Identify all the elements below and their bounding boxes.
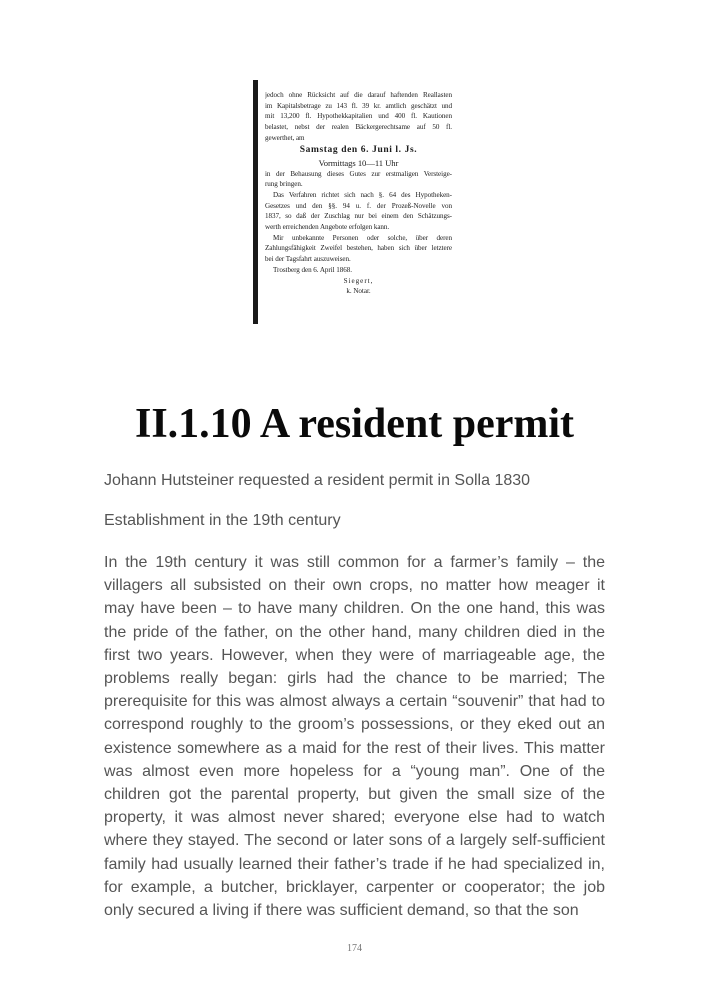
clipping-line: Zahlungsfähigkeit Zweifel bestehen, haben sich über letztere: [265, 244, 452, 253]
clipping-line: Mir unbekannte Personen oder solche, über deren: [273, 233, 452, 242]
clipping-line: im Kapitalsbetrage zu 143 fl. 39 kr. amtlich geschätzt und: [265, 101, 452, 110]
clipping-line: werth erreichenden Angebote erfolgen kann.: [265, 223, 390, 232]
clipping-line: rung bringen.: [265, 180, 303, 189]
body-paragraph: In the 19th century it was still common for a farmer’s family – the villagers all subsisted on their own crops, no matter how meager it may have been – to have many children. On the one hand, this was the pride of the father, on the other hand, many children died in the first two years. However, when they were of marriageable age, the problems really began: girls had the chance to be married; The prerequisite for this was almost always a certain “souvenir” that had to correspond roughly to the groom’s possessions, or they eked out an existence somewhere as a maid for the rest of their lives. This matter was almost even more hopeless for a “young man”. One of the children got the parental property, but given the small size of the property, it was almost never shared; everyone else had to watch where they stayed. The second or later sons of a largely self-sufficient family had usually learned their father’s trade if he had specialized in, for example, a butcher, bricklayer, carpenter or cooperator; the job only secured a living if there was sufficient demand, so that the son: [104, 554, 605, 920]
newspaper-clipping-image: [253, 80, 456, 324]
clipping-line: 1837, so daß der Zuschlag nur bei einem den Schätzungs-: [265, 212, 452, 221]
clipping-line: mit 13,200 fl. Hypothekkapitalien und 400 fl. Kautionen: [265, 112, 452, 121]
clipping-line: in der Behausung dieses Gutes zur erstmaligen Versteige-: [265, 169, 452, 178]
clipping-line: bei der Tagsfahrt auszuweisen.: [265, 255, 351, 264]
clipping-line: Trostberg den 6. April 1868.: [273, 265, 353, 274]
subtitle-caption: Johann Hutsteiner requested a resident permit in Solla 1830: [104, 472, 531, 489]
clipping-signature: Siegert,: [343, 276, 374, 285]
clipping-line: jedoch ohne Rücksicht auf die darauf haftenden Reallasten: [265, 91, 452, 99]
clipping-date-line: Samstag den 6. Juni l. Js.: [299, 144, 418, 155]
page-number: 174: [347, 943, 362, 954]
clipping-line: belastet, nebst der realen Bäckergerechtsame auf 50 fl.: [265, 123, 452, 132]
clipping-line: Das Verfahren richtet sich nach §. 64 des Hypotheken-: [273, 190, 452, 199]
clipping-line: gewerthet, am: [265, 133, 305, 142]
subtitle-establishment: Establishment in the 19th century: [104, 512, 341, 529]
section-heading: II.1.10 A resident permit: [134, 401, 575, 447]
clipping-line: Gesetzes und den §§. 94 u. f. der Prozeß-Novelle von: [265, 201, 452, 210]
clipping-time-line: Vormittags 10—11 Uhr: [318, 157, 399, 168]
clipping-signature-title: k. Notar.: [346, 287, 371, 296]
